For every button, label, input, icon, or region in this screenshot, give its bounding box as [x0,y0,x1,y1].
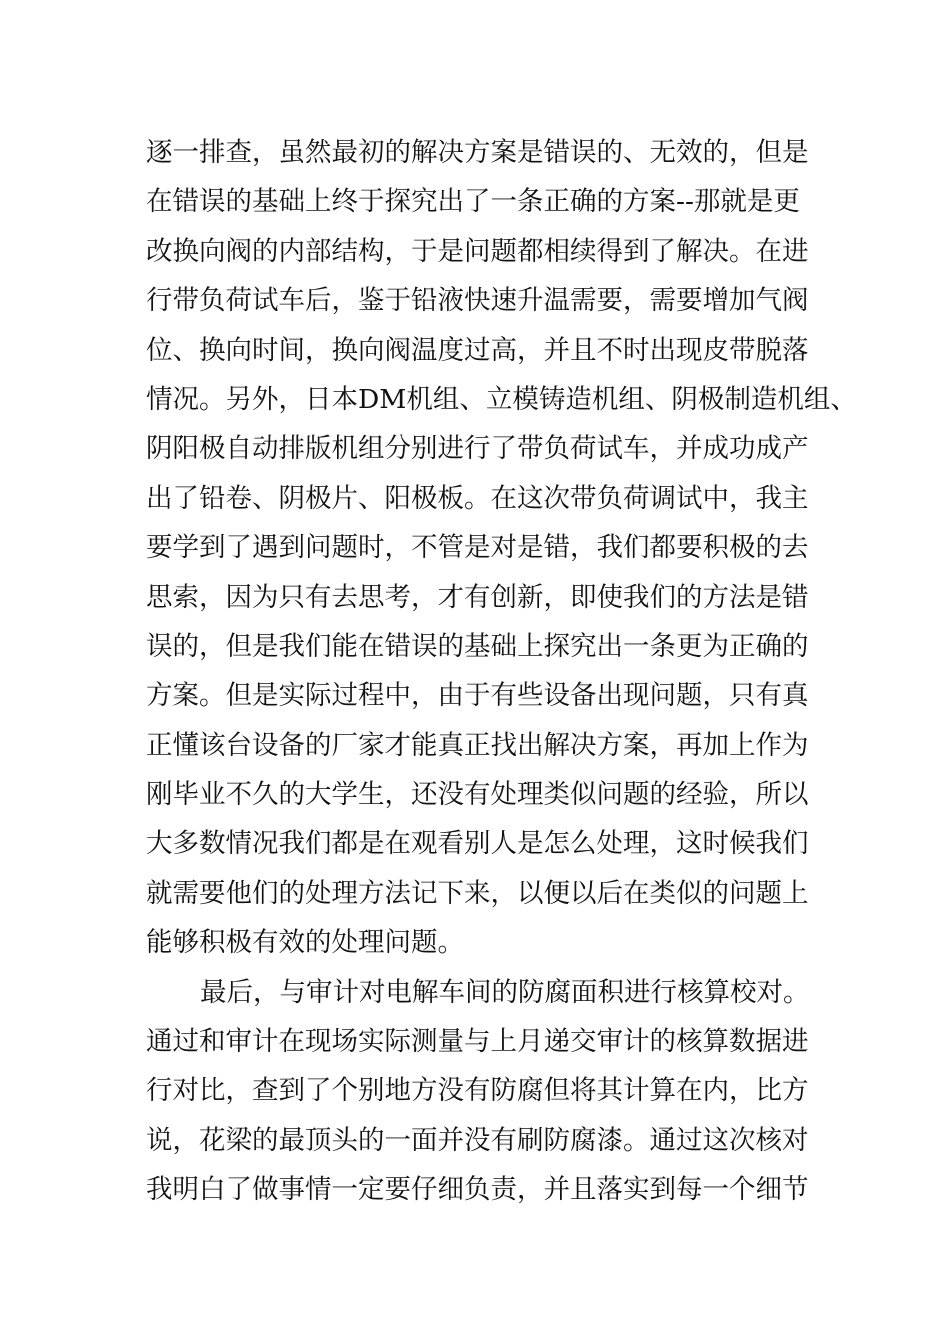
text-line: 误的，但是我们能在错误的基础上探究出一条更为正确的 [146,630,809,662]
text-line: 通过和审计在现场实际测量与上月递交审计的核算数据进 [146,1026,809,1058]
text-line: 在错误的基础上终于探究出了一条正确的方案--那就是更 [146,186,800,218]
text-line: 就需要他们的处理方法记下来，以便以后在类似的问题上 [146,877,809,909]
text-line: 我明白了做事情一定要仔细负责，并且落实到每一个细节 [146,1174,809,1206]
text-line: 大多数情况我们都是在观看别人是怎么处理，这时候我们 [146,828,809,860]
paragraph-start-line: 最后，与审计对电解车间的防腐面积进行核算校对。 [200,976,810,1008]
text-line: 情况。另外，日本DM机组、立模铸造机组、阴极制造机组、 [146,383,857,415]
text-line: 位、换向时间，换向阀温度过高，并且不时出现皮带脱落 [146,334,809,366]
text-line: 思索，因为只有去思考，才有创新，即使我们的方法是错 [146,581,809,613]
text-line: 逐一排查，虽然最初的解决方案是错误的、无效的，但是 [146,137,809,168]
text-line: 改换向阀的内部结构，于是问题都相续得到了解决。在进 [146,235,809,267]
text-line: 方案。但是实际过程中，由于有些设备出现问题，只有真 [146,680,809,712]
text-line: 出了铅卷、阴极片、阳极板。在这次带负荷调试中，我主 [146,482,809,514]
text-line: 行对比，查到了个别地方没有防腐但将其计算在内，比方 [146,1075,809,1107]
text-line: 说，花梁的最顶头的一面并没有刷防腐漆。通过这次核对 [146,1124,809,1156]
text-line: 正懂该台设备的厂家才能真正找出解决方案，再加上作为 [146,729,809,761]
text-line: 要学到了遇到问题时，不管是对是错，我们都要积极的去 [146,532,809,564]
body-text [146,128,857,1215]
text-line: 刚毕业不久的大学生，还没有处理类似问题的经验，所以 [146,779,809,811]
text-line: 阴阳极自动排版机组分别进行了带负荷试车，并成功成产 [146,433,809,465]
text-line: 行带负荷试车后，鉴于铅液快速升温需要，需要增加气阀 [146,285,809,317]
text-line: 能够积极有效的处理问题。 [146,927,464,959]
